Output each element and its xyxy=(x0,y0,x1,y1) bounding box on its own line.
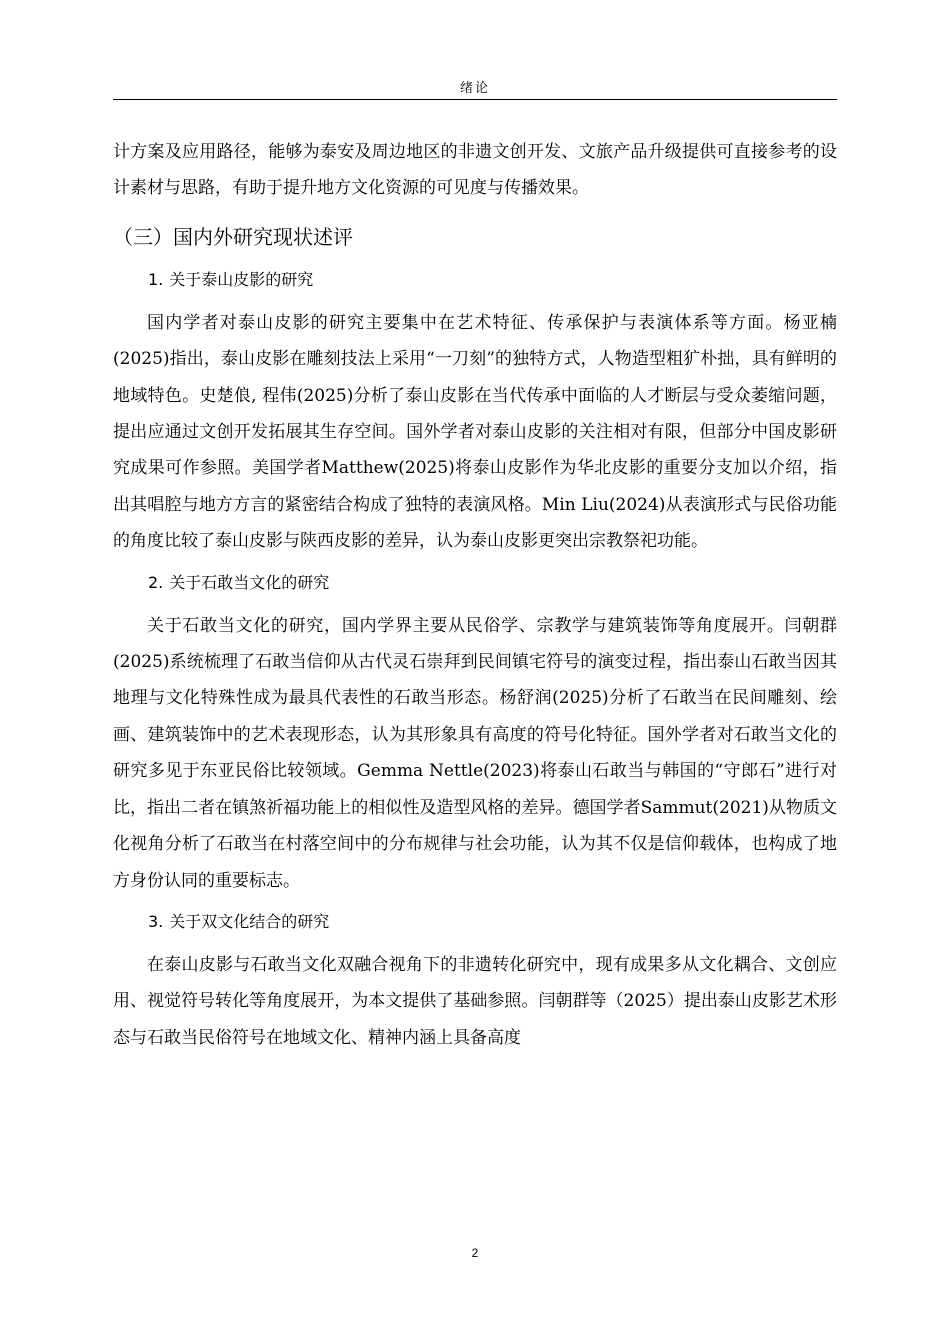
paragraph-shadow-puppet: 国内学者对泰山皮影的研究主要集中在艺术特征、传承保护与表演体系等方面。杨亚楠(2025)指出，泰山皮影在雕刻技法上采用“一刀刻”的独特方式，人物造型粗犷朴拙，具有鲜明的地域特色。史楚俍, 程伟(2025)分析了泰山皮影在当代传承中面临的人才断层与受众萎缩问题，提出应通过文创开发拓展其生存空间。国外学者对泰山皮影的关注相对有限，但部分中国皮影研究成果可作参照。美国学者Matthew(2025)将泰山皮影作为华北皮影的重要分支加以介绍，指出其唱腔与地方方言的紧密结合构成了独特的表演风格。Min Liu(2024)从表演形式与民俗功能的角度比较了泰山皮影与陕西皮影的差异，认为泰山皮影更突出宗教祭祀功能。 xyxy=(113,312,837,552)
subsection-title: 关于石敢当文化的研究 xyxy=(169,572,330,592)
subsection-heading-3 xyxy=(113,905,837,939)
subsection-title: 关于双文化结合的研究 xyxy=(169,911,330,931)
subsection-heading-2 xyxy=(113,566,837,600)
subsection-number: 2. xyxy=(148,572,164,592)
page-number: 2 xyxy=(471,1246,479,1260)
paragraph-dual-culture: 在泰山皮影与石敢当文化双融合视角下的非遗转化研究中，现有成果多从文化耦合、文创应用、视觉符号转化等角度展开，为本文提供了基础参照。闫朝群等（2025）提出泰山皮影艺术形态与石敢当民俗符号在地域文化、精神内涵上具备高度 xyxy=(113,954,837,1048)
subsection-title: 关于泰山皮影的研究 xyxy=(169,269,314,289)
subsection-number: 3. xyxy=(148,911,164,931)
page-body xyxy=(113,134,837,1056)
header-rule xyxy=(113,99,837,100)
continuation-paragraph: 计方案及应用路径，能够为泰安及周边地区的非遗文创开发、文旅产品升级提供可直接参考的设计素材与思路，有助于提升地方文化资源的可见度与传播效果。 xyxy=(113,142,837,199)
running-header: 绪论 xyxy=(459,81,490,96)
section-heading: （三）国内外研究现状述评 xyxy=(113,224,353,249)
paragraph-shigandang: 关于石敢当文化的研究，国内学界主要从民俗学、宗教学与建筑装饰等角度展开。闫朝群(2025)系统梳理了石敢当信仰从古代灵石崇拜到民间镇宅符号的演变过程，指出泰山石敢当因其地理与文化特殊性成为最具代表性的石敢当形态。杨舒润(2025)分析了石敢当在民间雕刻、绘画、建筑装饰中的艺术表现形态，认为其形象具有高度的符号化特征。国外学者对石敢当文化的研究多见于东亚民俗比较领域。Gemma Nettle(2023)将泰山石敢当与韩国的“守郎石”进行对比，指出二者在镇煞祈福功能上的相似性及造型风格的差异。德国学者Sammut(2021)从物质文化视角分析了石敢当在村落空间中的分布规律与社会功能，认为其不仅是信仰载体，也构成了地方身份认同的重要标志。 xyxy=(113,615,837,891)
subsection-heading-1 xyxy=(113,263,837,297)
subsection-number: 1. xyxy=(148,269,164,289)
